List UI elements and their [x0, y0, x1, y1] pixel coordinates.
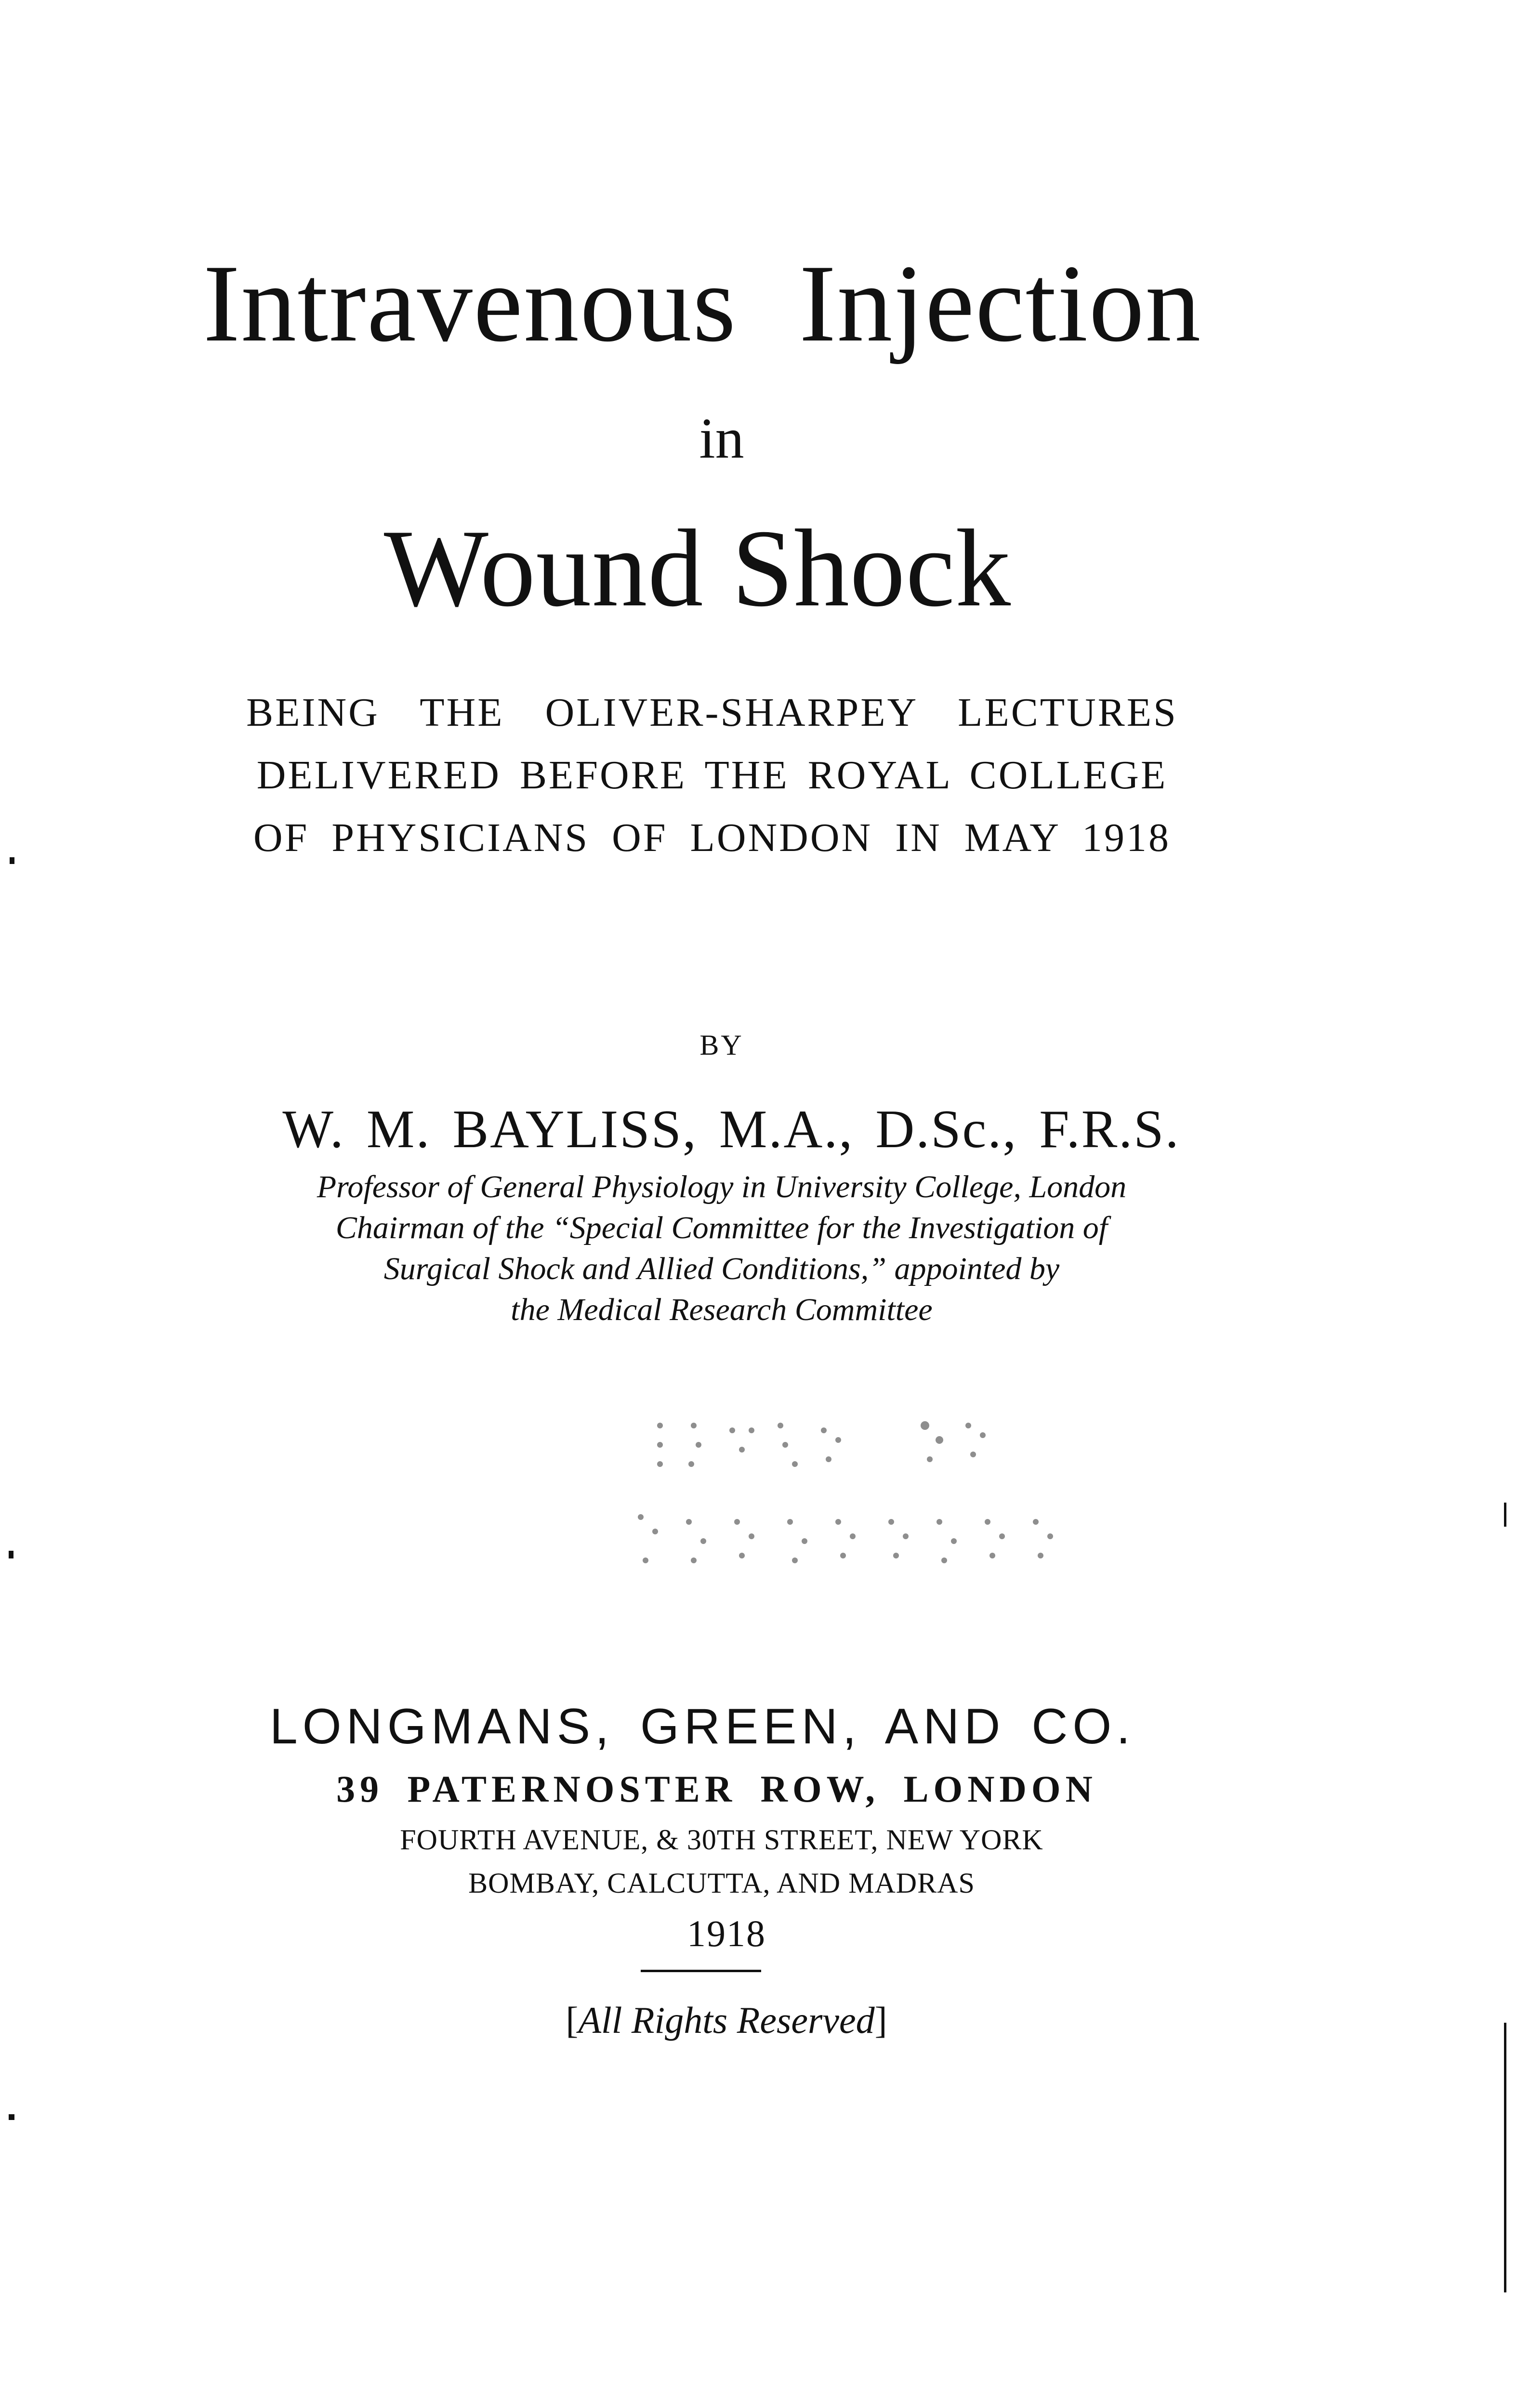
publisher-new-york: FOURTH AVENUE, & 30TH STREET, NEW YORK — [400, 1824, 1043, 1856]
publisher-address: 39 PATERNOSTER ROW, LONDON — [336, 1768, 1097, 1810]
rights-close-bracket: ] — [874, 1999, 887, 2041]
lecture-line-3: OF PHYSICIANS OF LONDON IN MAY 1918 — [253, 815, 1171, 860]
rights-notice — [0, 1996, 1491, 2044]
margin-mark — [9, 2114, 14, 2120]
margin-mark — [1504, 1503, 1506, 1527]
byline: BY — [699, 1029, 744, 1061]
author-description-3: Surgical Shock and Allied Conditions,” appointed by — [383, 1251, 1060, 1286]
publisher-name: LONGMANS, GREEN, AND CO. — [269, 1699, 1135, 1754]
publisher-india: BOMBAY, CALCUTTA, AND MADRAS — [468, 1867, 975, 1899]
author-description-4: the Medical Research Committee — [511, 1292, 933, 1327]
author-name: W. M. BAYLISS, M.A., D.Sc., F.R.S. — [282, 1099, 1180, 1159]
margin-mark — [10, 857, 14, 864]
rights-open-bracket: [ — [566, 1999, 579, 2041]
publication-year: 1918 — [687, 1912, 766, 1954]
lecture-line-2: DELIVERED BEFORE THE ROYAL COLLEGE — [256, 753, 1168, 798]
book-title-continued: Wound Shock — [383, 507, 1012, 629]
title-connector: in — [699, 406, 744, 470]
book-title: Intravenous Injection — [203, 242, 1202, 365]
faint-library-perforation-stamp-icon — [621, 1411, 1084, 1599]
author-description-1: Professor of General Physiology in University College, London — [317, 1169, 1127, 1204]
margin-mark — [1504, 2023, 1506, 2292]
rights-text: All Rights Reserved — [578, 1999, 875, 2041]
lecture-line-1: BEING THE OLIVER-SHARPEY LECTURES — [246, 690, 1178, 735]
author-description-2: Chairman of the “Special Committee for the Investigation of — [335, 1210, 1108, 1245]
margin-mark — [9, 1551, 13, 1558]
divider-rule — [641, 1970, 761, 1972]
